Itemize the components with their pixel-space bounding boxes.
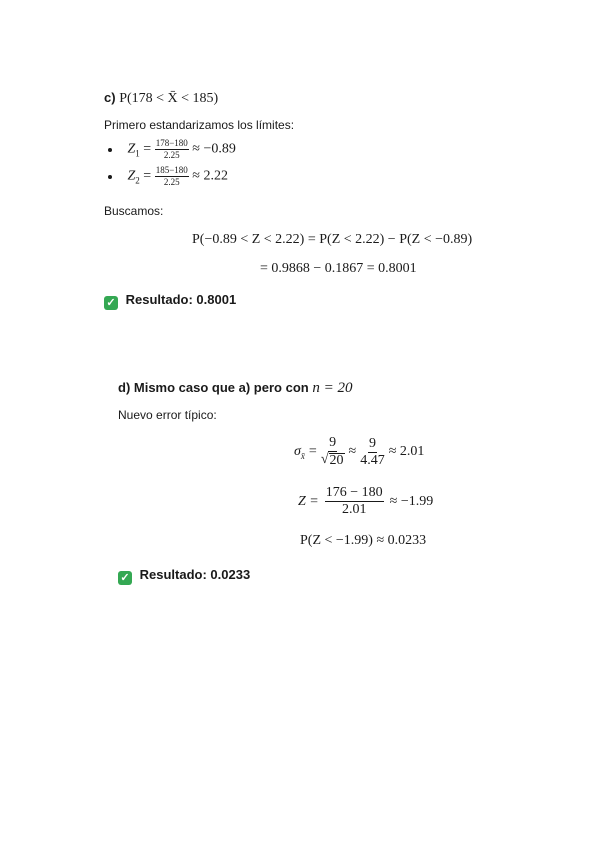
part-d-intro: Nuevo error típico:	[118, 408, 217, 422]
z-num: 176 − 180	[325, 485, 383, 500]
sigma-den2: 4.47	[360, 452, 385, 468]
part-d-heading	[118, 380, 352, 397]
z1-sub: 1	[135, 148, 140, 159]
result-d	[118, 567, 250, 585]
z-line	[298, 486, 433, 517]
bullet-icon	[108, 148, 112, 152]
sigma-fraction-1	[321, 436, 345, 468]
sigma-approx: ≈ 2.01	[388, 444, 425, 459]
check-icon: ✓	[104, 296, 118, 310]
z-lhs: Z =	[298, 493, 319, 509]
sigma-eq: =	[308, 444, 317, 459]
search-label: Buscamos:	[104, 204, 164, 218]
z-fraction	[325, 486, 384, 517]
part-c-intro: Primero estandarizamos los límites:	[104, 118, 295, 132]
part-c-prob-expr: P(178 < X̄ < 185)	[119, 91, 219, 106]
z2-approx: ≈ 2.22	[192, 168, 228, 184]
z2-sub: 2	[135, 175, 140, 186]
z2-fraction	[155, 166, 189, 187]
sigma-lhs	[294, 444, 305, 461]
z-approx: ≈ −1.99	[389, 493, 434, 509]
z2-den: 2.25	[163, 177, 180, 187]
prob-line-1: P(−0.89 < Z < 2.22) = P(Z < 2.22) − P(Z < −0.89)	[192, 232, 473, 247]
part-c-heading	[104, 90, 218, 107]
prob-line-2: = 0.9868 − 0.1867 = 0.8001	[260, 261, 417, 276]
result-c-value: 0.8001	[196, 292, 237, 307]
sqrt-20	[321, 452, 345, 468]
sigma-symbol: σ	[294, 443, 301, 459]
result-c	[104, 292, 236, 310]
result-d-value: 0.0233	[210, 567, 251, 582]
check-icon: ✓	[118, 571, 132, 585]
result-c-label: Resultado:	[125, 292, 193, 307]
z2-num: 185−180	[155, 165, 188, 175]
part-d-title: d) Mismo caso que a) pero con	[118, 380, 309, 395]
sigma-fraction-2	[360, 437, 385, 468]
part-c-label: c)	[104, 90, 116, 105]
sigma-sub: x̄	[300, 450, 305, 461]
sqrt-icon: √	[320, 452, 329, 467]
sigma-line	[294, 436, 424, 468]
bullet-icon	[108, 175, 112, 179]
z1-item	[108, 139, 236, 160]
sigma-num2: 9	[368, 435, 376, 451]
z2-item	[108, 166, 228, 187]
z1-name: Z	[127, 141, 136, 157]
z1-fraction	[155, 139, 189, 160]
part-d-title-math: n = 20	[312, 380, 353, 396]
z1-den: 2.25	[163, 150, 180, 160]
z1-eq: =	[143, 141, 152, 157]
p-line: P(Z < −1.99) ≈ 0.0233	[300, 533, 427, 548]
z1-approx: ≈ −0.89	[192, 141, 236, 157]
z1-num: 178−180	[155, 138, 188, 148]
z2-name: Z	[127, 168, 136, 184]
z2-eq: =	[143, 168, 152, 184]
sqrt-radicand: 20	[329, 453, 344, 468]
z-den: 2.01	[341, 502, 367, 517]
approx-symbol: ≈	[348, 444, 357, 459]
sigma-num1: 9	[329, 435, 337, 450]
result-d-label: Resultado:	[139, 567, 207, 582]
